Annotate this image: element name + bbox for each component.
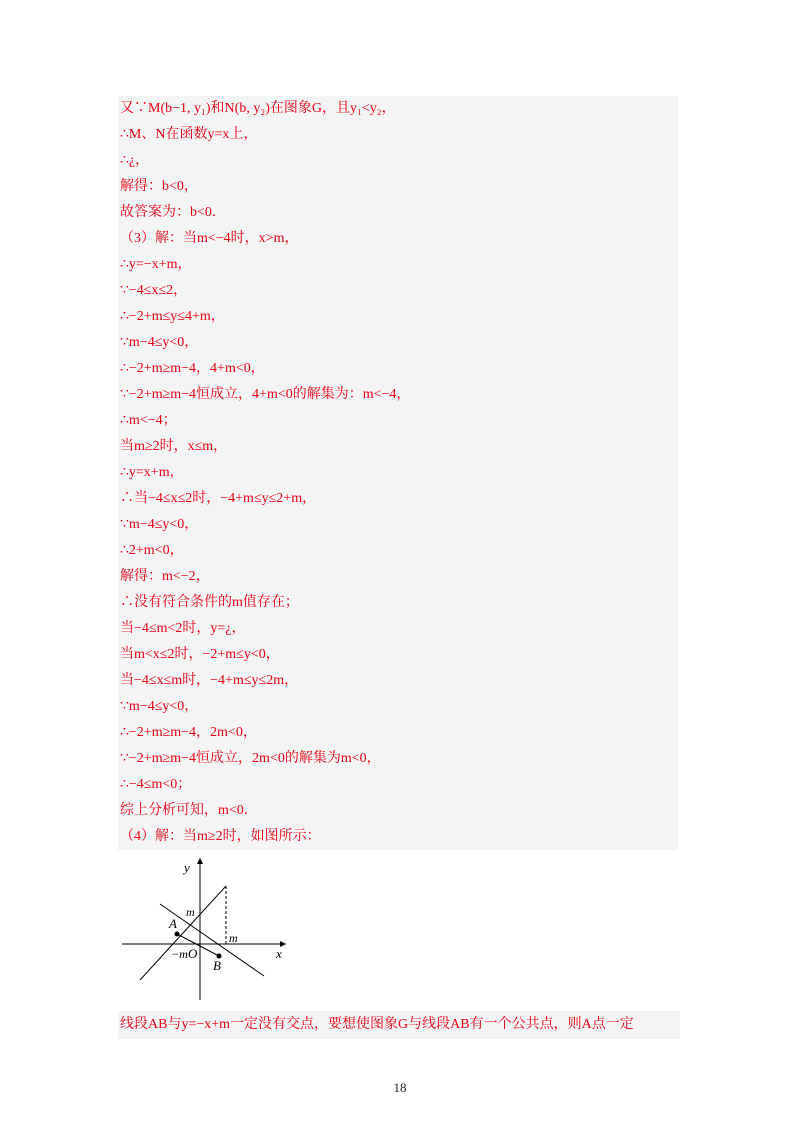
solution-line: ∴−4≤m<0； — [120, 777, 192, 792]
solution-line: （3）解：当m<−4时，x>m， — [120, 231, 299, 246]
solution-line: 又∵M(b−1, y₁)和N(b, y₂)在图象G，且y₁<y₂， — [120, 101, 396, 116]
solution-line: ∴−2+m≤y≤4+m， — [120, 309, 225, 324]
line-y-eq-neg-x-plus-m — [160, 904, 264, 976]
solution-line: ∴2+m<0， — [120, 543, 184, 558]
solution-line: ∵−4≤x≤2， — [120, 283, 188, 298]
solution-line: 当m<x≤2时，−2+m≤y<0， — [120, 647, 280, 662]
label-x: x — [276, 946, 282, 961]
solution-line: 故答案为：b<0． — [120, 205, 226, 220]
solution-text-block — [118, 96, 678, 850]
solution-line: ∵m−4≤y<0， — [120, 517, 199, 532]
solution-line: ∴−2+m≥m−4，4+m<0， — [120, 361, 265, 376]
solution-line: ∴y=−x+m， — [120, 257, 192, 272]
solution-line: 综上分析可知，m<0． — [120, 803, 258, 818]
label-neg-m: −m — [171, 947, 188, 961]
solution-line: ∴没有符合条件的m值存在； — [120, 595, 299, 610]
solution-line: 当−4≤x≤m时，−4+m≤y≤2m， — [120, 673, 299, 688]
label-b: B — [213, 958, 221, 973]
y-axis-arrow-icon — [197, 858, 203, 864]
point-a — [175, 932, 180, 937]
solution-line: ∴y=x+m， — [120, 465, 184, 480]
solution-line: 当m≥2时，x≤m， — [120, 439, 228, 454]
solution-line: ∴−2+m≥m−4，2m<0， — [120, 725, 257, 740]
label-o: O — [188, 946, 198, 961]
solution-line: ∴¿， — [120, 153, 150, 168]
solution-line: ∵−2+m≥m−4恒成立，4+m<0的解集为：m<−4， — [120, 387, 411, 402]
solution-line: 解得：m<−2， — [120, 569, 210, 584]
label-a: A — [169, 916, 177, 931]
label-y: y — [184, 860, 190, 875]
label-m-axis: m — [186, 905, 195, 919]
page-number: 18 — [393, 1080, 407, 1095]
solution-line: ∵m−4≤y<0， — [120, 335, 199, 350]
solution-line: 解得：b<0， — [120, 179, 198, 194]
solution-line: ∵m−4≤y<0， — [120, 699, 199, 714]
label-m-right: m — [229, 931, 238, 945]
solution-line: ∵−2+m≥m−4恒成立，2m<0的解集为m<0， — [120, 751, 381, 766]
solution-line: ∴当−4≤x≤2时，−4+m≤y≤2+m， — [120, 491, 317, 506]
solution-line: ∴M、N在函数y=x上， — [120, 127, 258, 142]
solution-line: （4）解：当m≥2时，如图所示： — [120, 829, 321, 844]
graph-svg — [120, 854, 288, 1002]
solution-line: 当−4≤m<2时，y=¿， — [120, 621, 246, 636]
graph-figure — [120, 854, 288, 1002]
continuation-line: 线段AB与y=−x+m一定没有交点，要想使图象G与线段AB有一个公共点，则A点一定 — [118, 1011, 680, 1039]
solution-line: ∴m<−4； — [120, 413, 177, 428]
